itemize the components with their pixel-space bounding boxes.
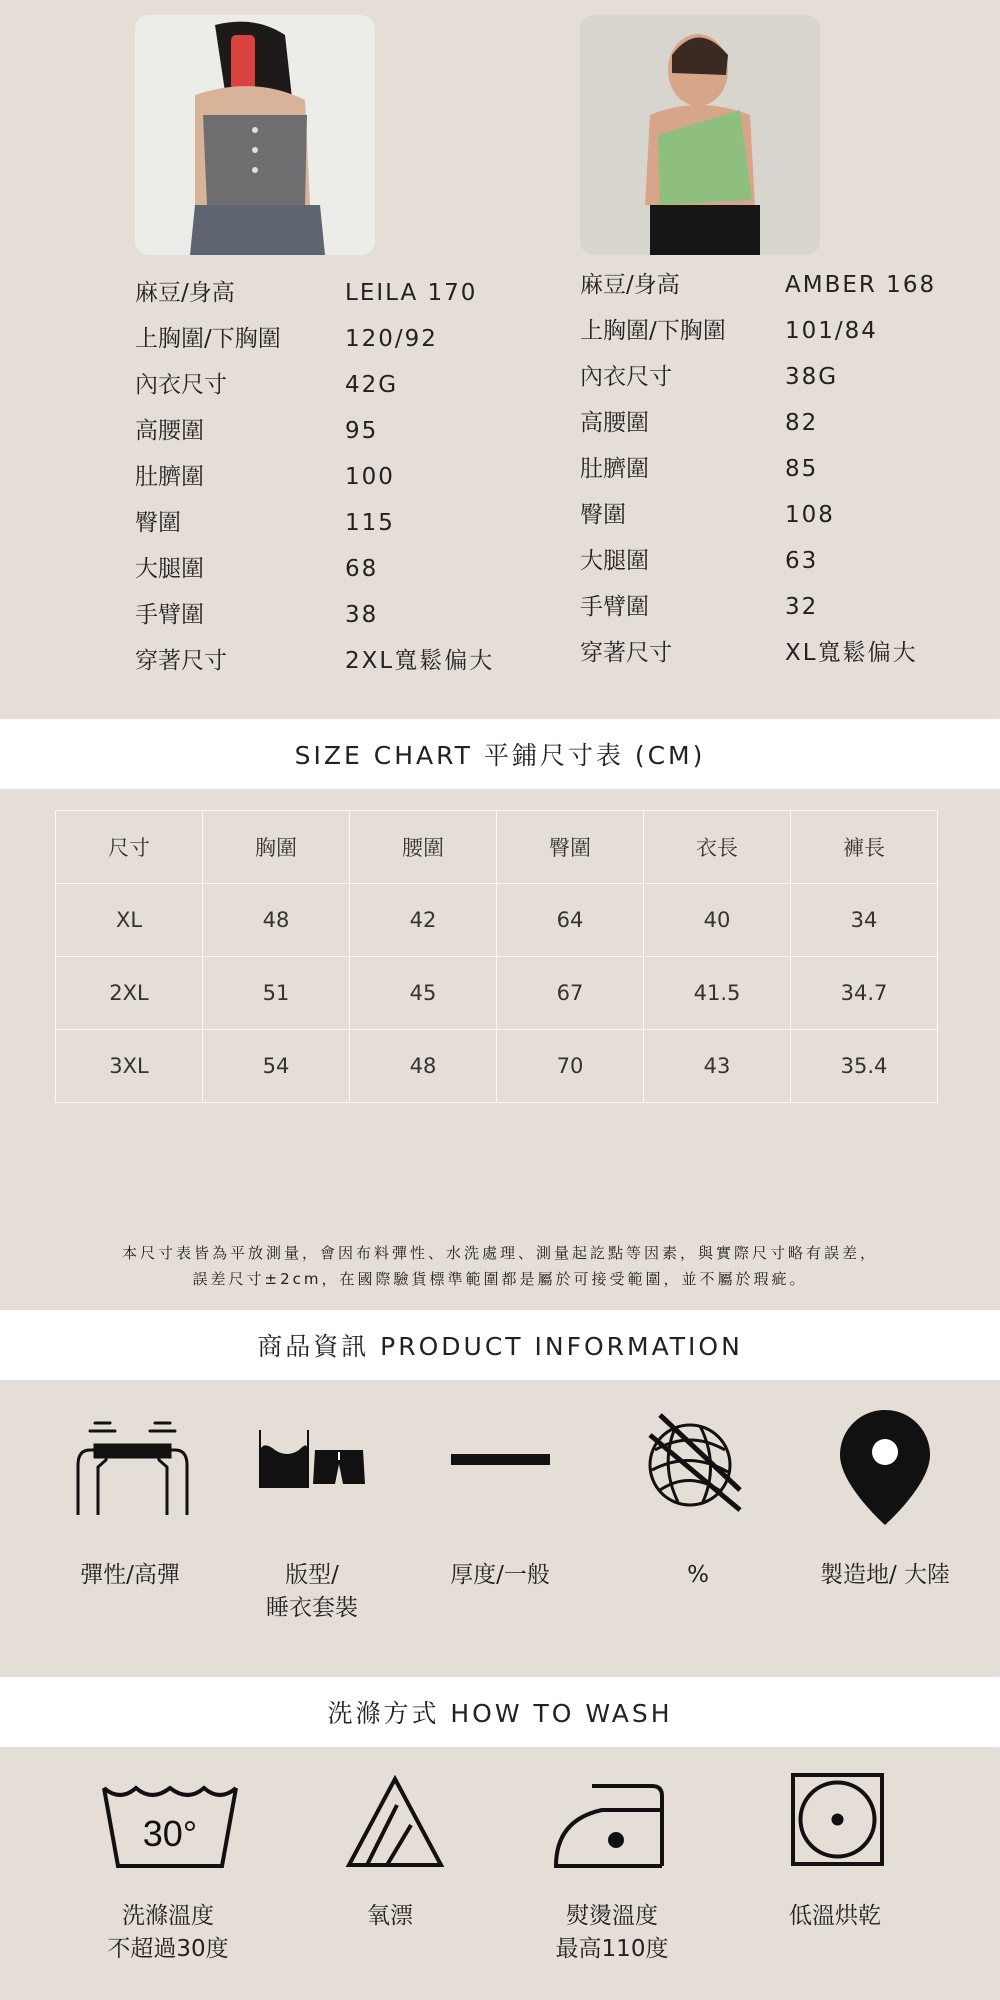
table-header-cell: 衣長 — [644, 811, 791, 884]
table-header-cell: 腰圍 — [350, 811, 497, 884]
wash-label — [745, 1900, 925, 1933]
product-info-label — [222, 1559, 402, 1625]
measurement-value: 42G — [345, 372, 399, 398]
table-cell: 34 — [791, 884, 938, 957]
wash-label — [522, 1900, 702, 1966]
wash-label-line: 氧漂 — [367, 1903, 413, 1929]
measurement-value: 115 — [345, 510, 395, 536]
bleach-triangle-icon — [345, 1775, 445, 1870]
measurement-row — [580, 545, 980, 577]
measurement-row — [580, 637, 980, 669]
measurement-value: LEILA 170 — [345, 280, 478, 306]
measurement-label: 麻豆/身高 — [580, 272, 680, 298]
measurement-label: 內衣尺寸 — [580, 364, 672, 390]
product-info-label — [40, 1559, 220, 1592]
measurement-value: 85 — [785, 456, 819, 482]
product-info-label — [608, 1559, 788, 1592]
table-header-row — [56, 811, 938, 884]
measurement-row — [135, 645, 515, 677]
measurement-label: 臀圍 — [135, 510, 181, 536]
table-cell: 54 — [203, 1030, 350, 1103]
size-disclaimer-line: 誤差尺寸±2cm，在國際驗貨標準範圍都是屬於可接受範圍，並不屬於瑕疵。 — [192, 1270, 808, 1288]
measurement-value: 63 — [785, 548, 819, 574]
table-header-cell: 褲長 — [791, 811, 938, 884]
measurement-label: 上胸圍/下胸圍 — [580, 318, 726, 344]
table-cell: 3XL — [56, 1030, 203, 1103]
measurement-row — [580, 269, 980, 301]
product-info-label-line: % — [687, 1562, 709, 1588]
measurement-label: 臀圍 — [580, 502, 626, 528]
model-photo-leila — [135, 15, 375, 255]
measurement-value: 38G — [785, 364, 839, 390]
table-header-cell: 胸圍 — [203, 811, 350, 884]
model-photo-amber — [580, 15, 820, 255]
model-measurements-amber — [580, 269, 980, 689]
measurement-value: 38 — [345, 602, 379, 628]
size-chart-title: SIZE CHART 平鋪尺寸表 (CM) — [294, 741, 706, 770]
stretch-icon — [70, 1415, 195, 1515]
table-cell: 41.5 — [644, 957, 791, 1030]
measurement-value: 108 — [785, 502, 835, 528]
tumble-dry-icon — [790, 1772, 885, 1867]
measurement-row — [135, 323, 515, 355]
product-info-label-line: 彈性/高彈 — [80, 1562, 180, 1588]
measurement-label: 肚臍圍 — [135, 464, 204, 490]
product-info-label-line: 睡衣套裝 — [266, 1595, 358, 1621]
measurement-label: 高腰圍 — [580, 410, 649, 436]
product-info-title: 商品資訊 PRODUCT INFORMATION — [257, 1332, 743, 1361]
table-cell: 64 — [497, 884, 644, 957]
table-cell: 35.4 — [791, 1030, 938, 1103]
measurement-label: 內衣尺寸 — [135, 372, 227, 398]
product-info-label — [795, 1559, 975, 1592]
wash-label-line: 洗滌溫度 — [122, 1903, 214, 1929]
measurement-value: 2XL寬鬆偏大 — [345, 648, 495, 674]
wash-tub-icon — [100, 1780, 240, 1870]
size-chart-table — [55, 810, 938, 1103]
table-cell: 43 — [644, 1030, 791, 1103]
measurement-value: AMBER 168 — [785, 272, 937, 298]
measurement-row — [580, 315, 980, 347]
wash-title: 洗滌方式 HOW TO WASH — [327, 1699, 673, 1728]
measurement-value: 95 — [345, 418, 379, 444]
table-row — [56, 957, 938, 1030]
model-measurements-leila — [135, 277, 515, 697]
measurement-label: 手臂圍 — [580, 594, 649, 620]
product-info-label-line: 版型/ — [285, 1562, 339, 1588]
table-row — [56, 1030, 938, 1103]
measurement-row — [580, 453, 980, 485]
wash-temperature-text: 30° — [142, 1813, 198, 1854]
product-info-label-line: 製造地/ 大陸 — [819, 1562, 951, 1588]
measurement-row — [135, 599, 515, 631]
table-cell: 2XL — [56, 957, 203, 1030]
measurement-row — [135, 507, 515, 539]
table-header-cell: 臀圍 — [497, 811, 644, 884]
table-cell: 42 — [350, 884, 497, 957]
table-cell: 48 — [350, 1030, 497, 1103]
measurement-value: 101/84 — [785, 318, 878, 344]
table-cell: XL — [56, 884, 203, 957]
measurement-label: 麻豆/身高 — [135, 280, 235, 306]
wash-label-line: 熨燙溫度 — [566, 1903, 658, 1929]
measurement-label: 穿著尺寸 — [135, 648, 227, 674]
measurement-value: 120/92 — [345, 326, 438, 352]
measurement-row — [135, 553, 515, 585]
measurement-value: 100 — [345, 464, 395, 490]
measurement-label: 大腿圍 — [580, 548, 649, 574]
measurement-row — [135, 461, 515, 493]
size-disclaimer-line: 本尺寸表皆為平放測量，會因布料彈性、水洗處理、測量起訖點等因素，與實際尺寸略有誤差， — [121, 1244, 878, 1262]
measurement-row — [580, 361, 980, 393]
table-cell: 34.7 — [791, 957, 938, 1030]
location-pin-icon — [840, 1410, 930, 1525]
wash-label-line: 最高110度 — [555, 1936, 669, 1962]
wash-label-line: 不超過30度 — [107, 1936, 229, 1962]
yarn-ball-icon — [640, 1410, 750, 1520]
measurement-value: XL寬鬆偏大 — [785, 640, 918, 666]
measurement-row — [135, 369, 515, 401]
table-cell: 48 — [203, 884, 350, 957]
wash-heading-band — [0, 1677, 1000, 1747]
measurement-label: 肚臍圍 — [580, 456, 649, 482]
wash-label — [300, 1900, 480, 1933]
measurement-label: 穿著尺寸 — [580, 640, 672, 666]
table-header-cell: 尺寸 — [56, 811, 203, 884]
measurement-label: 大腿圍 — [135, 556, 204, 582]
measurement-label: 手臂圍 — [135, 602, 204, 628]
measurement-label: 高腰圍 — [135, 418, 204, 444]
measurement-row — [580, 591, 980, 623]
measurement-value: 82 — [785, 410, 819, 436]
thickness-line-icon — [451, 1454, 550, 1465]
table-cell: 70 — [497, 1030, 644, 1103]
product-info-heading-band — [0, 1310, 1000, 1380]
product-info-label-line: 厚度/一般 — [450, 1562, 550, 1588]
table-row — [56, 884, 938, 957]
measurement-row — [135, 277, 515, 309]
size-disclaimer — [0, 1240, 1000, 1292]
table-cell: 67 — [497, 957, 644, 1030]
measurement-row — [580, 499, 980, 531]
wash-label-line: 低溫烘乾 — [789, 1903, 881, 1929]
measurement-label: 上胸圍/下胸圍 — [135, 326, 281, 352]
measurement-row — [135, 415, 515, 447]
pajama-set-icon — [255, 1428, 365, 1488]
table-cell: 40 — [644, 884, 791, 957]
wash-label — [78, 1900, 258, 1966]
size-chart-heading-band — [0, 719, 1000, 789]
measurement-value: 68 — [345, 556, 379, 582]
measurement-row — [580, 407, 980, 439]
measurement-value: 32 — [785, 594, 819, 620]
table-cell: 51 — [203, 957, 350, 1030]
table-cell: 45 — [350, 957, 497, 1030]
product-info-label — [410, 1559, 590, 1592]
iron-icon — [552, 1780, 672, 1870]
